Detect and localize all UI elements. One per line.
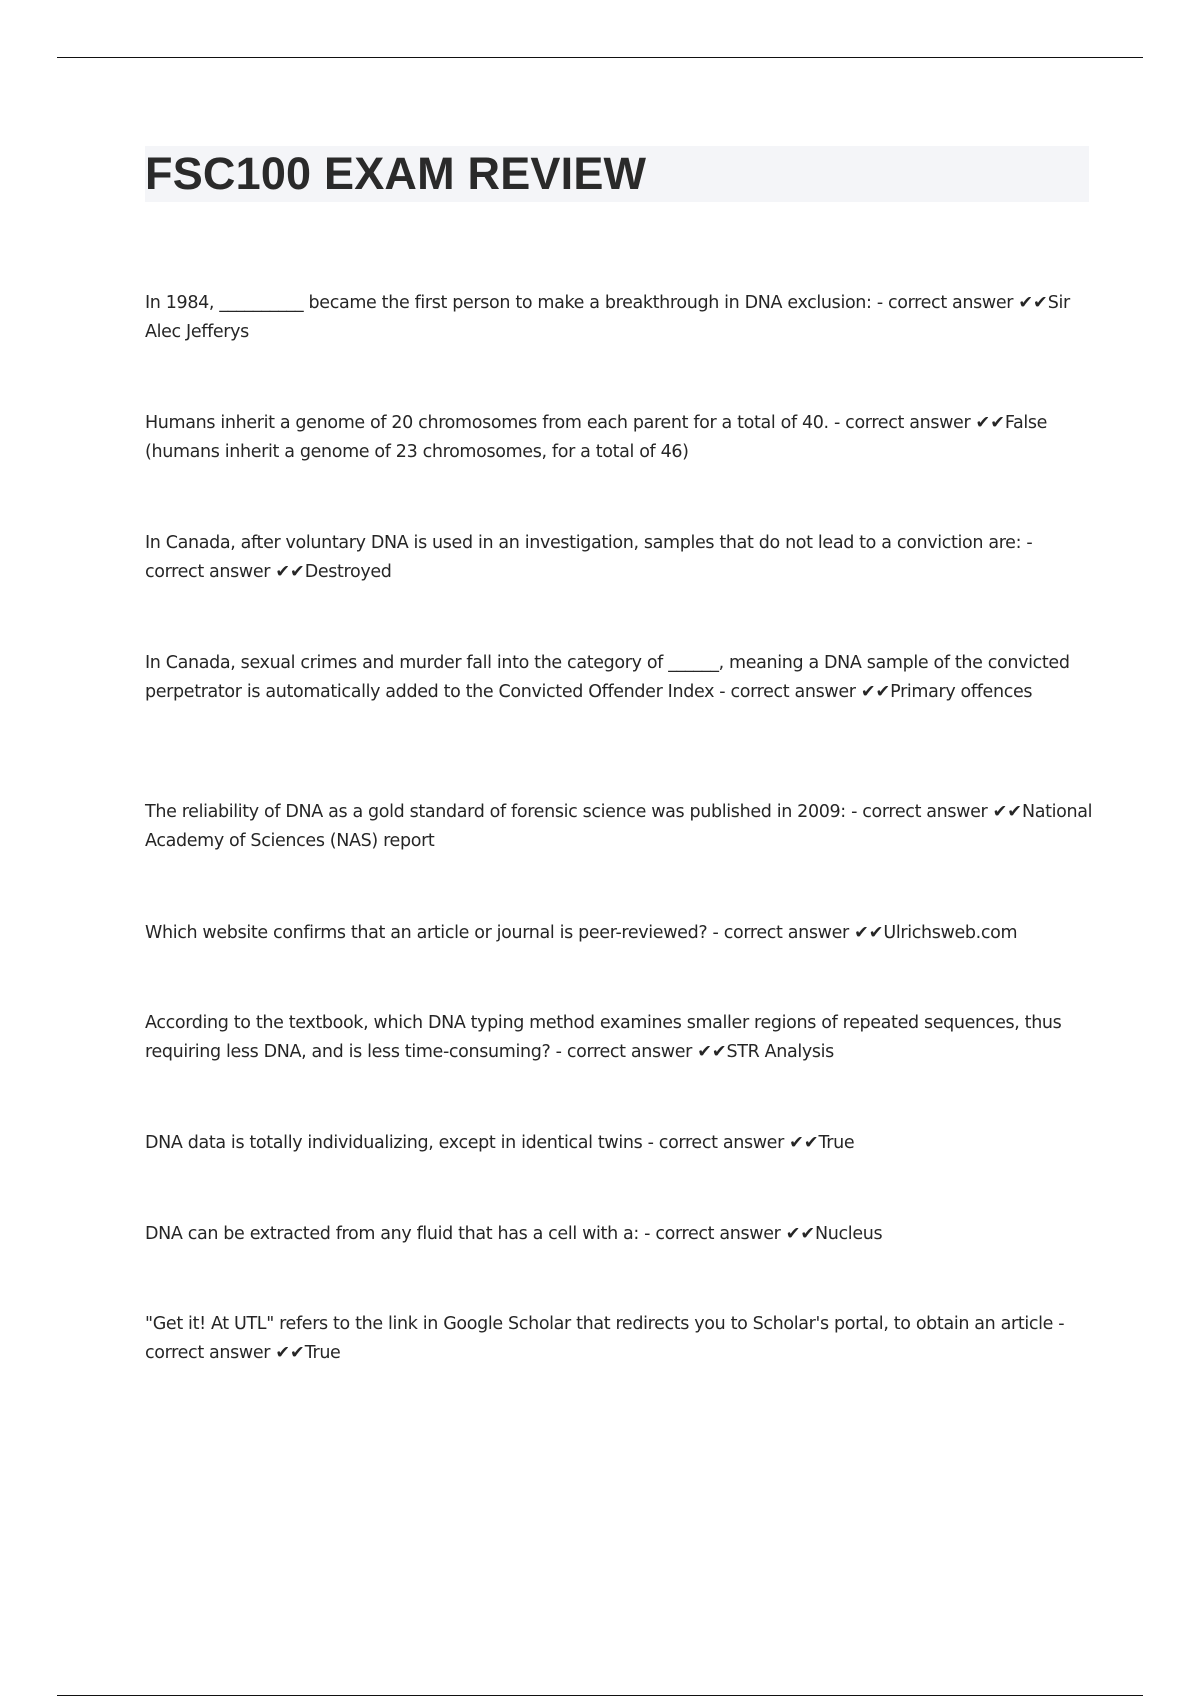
answer-marker: - correct answer bbox=[834, 413, 971, 433]
answer-marker: - correct answer bbox=[647, 1133, 784, 1153]
double-check-icon: ✔✔ bbox=[975, 413, 1005, 433]
question-text: DNA can be extracted from any fluid that has a cell with a: bbox=[145, 1224, 639, 1244]
question-text: In Canada, sexual crimes and murder fall into the category of ______, meaning a DNA sample of the convicted perpetrator is automatically added to the Convicted Offender Index bbox=[145, 653, 1070, 702]
answer-text: National Academy of Sciences (NAS) report bbox=[145, 802, 1093, 851]
answer-marker: - correct answer bbox=[876, 293, 1014, 313]
qa-item bbox=[145, 529, 1095, 587]
question-text: "Get it! At UTL" refers to the link in Google Scholar that redirects you to Scholar's portal, to obtain an article bbox=[145, 1314, 1054, 1334]
double-check-icon: ✔✔ bbox=[275, 1343, 305, 1363]
top-divider bbox=[57, 57, 1143, 58]
double-check-icon: ✔✔ bbox=[992, 802, 1022, 822]
answer-marker: - correct answer bbox=[644, 1224, 781, 1244]
answer-text: True bbox=[304, 1343, 341, 1363]
answer-text: True bbox=[818, 1133, 855, 1153]
answer-marker: - correct answer bbox=[712, 923, 849, 943]
answer-marker: - correct answer bbox=[555, 1042, 692, 1062]
qa-item bbox=[145, 1220, 1095, 1249]
qa-item bbox=[145, 1129, 1095, 1158]
double-check-icon: ✔✔ bbox=[1018, 293, 1048, 313]
double-check-icon: ✔✔ bbox=[275, 562, 305, 582]
answer-text: Ulrichsweb.com bbox=[883, 923, 1018, 943]
answer-text: Primary offences bbox=[890, 682, 1033, 702]
qa-item bbox=[145, 798, 1095, 856]
qa-item bbox=[145, 1310, 1095, 1368]
answer-marker: - correct answer bbox=[145, 1314, 1065, 1363]
question-text: In Canada, after voluntary DNA is used in an investigation, samples that do not lead to a conviction are: bbox=[145, 533, 1022, 553]
qa-item bbox=[145, 649, 1095, 707]
qa-item bbox=[145, 919, 1095, 948]
page-title: FSC100 EXAM REVIEW bbox=[145, 148, 647, 199]
double-check-icon: ✔✔ bbox=[860, 682, 891, 702]
question-text: Humans inherit a genome of 20 chromosomes from each parent for a total of 40. bbox=[145, 413, 829, 433]
question-text: According to the textbook, which DNA typing method examines smaller regions of repeated sequences, thus requiring less DNA, and is less time-consuming? bbox=[145, 1013, 1062, 1062]
answer-text: False (humans inherit a genome of 23 chromosomes, for a total of 46) bbox=[145, 413, 1048, 462]
double-check-icon: ✔✔ bbox=[854, 923, 884, 943]
question-text: In 1984, __________ became the first person to make a breakthrough in DNA exclusion: bbox=[145, 293, 872, 313]
bottom-divider bbox=[57, 1695, 1143, 1696]
question-text: The reliability of DNA as a gold standard of forensic science was published in 2009: bbox=[145, 802, 846, 822]
answer-text: STR Analysis bbox=[726, 1042, 834, 1062]
answer-marker: - correct answer bbox=[851, 802, 988, 822]
answer-marker: - correct answer bbox=[719, 682, 856, 702]
qa-item bbox=[145, 409, 1095, 467]
answer-text: Sir Alec Jefferys bbox=[145, 293, 1070, 342]
double-check-icon: ✔✔ bbox=[697, 1042, 727, 1062]
answer-marker: - correct answer bbox=[145, 533, 1033, 582]
double-check-icon: ✔✔ bbox=[789, 1133, 819, 1153]
double-check-icon: ✔✔ bbox=[785, 1224, 816, 1244]
qa-item bbox=[145, 289, 1095, 347]
answer-text: Nucleus bbox=[815, 1224, 883, 1244]
answer-text: Destroyed bbox=[304, 562, 392, 582]
qa-item bbox=[145, 1009, 1095, 1067]
question-text: DNA data is totally individualizing, except in identical twins bbox=[145, 1133, 643, 1153]
question-text: Which website confirms that an article or journal is peer-reviewed? bbox=[145, 923, 708, 943]
